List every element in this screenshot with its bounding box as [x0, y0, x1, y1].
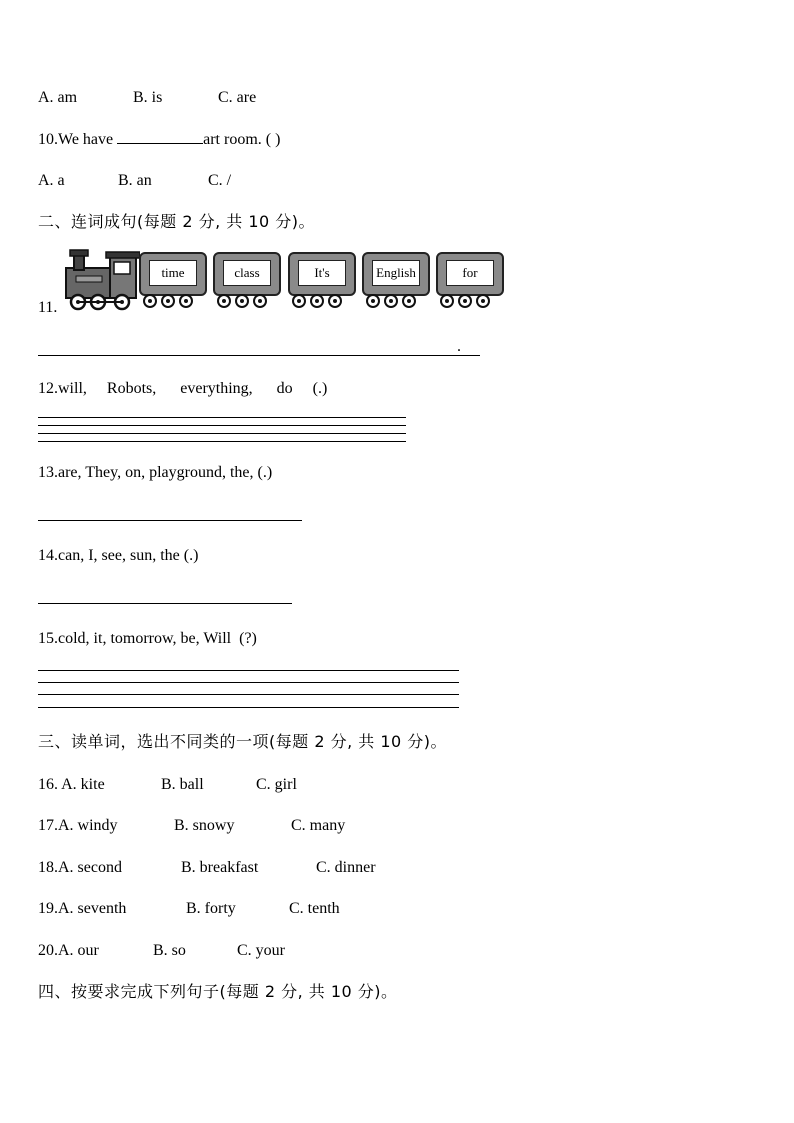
q16-row: [38, 775, 297, 795]
q18-option-c: C. dinner: [316, 859, 376, 876]
train-car-4: [362, 252, 430, 296]
train-word-5: for: [446, 260, 494, 286]
q15-answer-line-2[interactable]: [38, 682, 459, 683]
train-car-2: [213, 252, 281, 296]
train-word-2: class: [223, 260, 271, 286]
q11-answer-line[interactable]: [38, 355, 480, 356]
q17-row: [38, 816, 345, 836]
q17-option-a: 17.A. windy: [38, 817, 118, 834]
q11-period: .: [457, 338, 461, 355]
q13-question: 13.are, They, on, playground, the, (.): [38, 464, 273, 481]
q20-option-c: C. your: [237, 942, 285, 959]
q12-answer-line-4[interactable]: [38, 441, 406, 442]
q15-answer-line-3[interactable]: [38, 694, 459, 695]
q16-option-b: B. ball: [161, 776, 204, 793]
q10-suffix: art room. ( ): [203, 131, 281, 148]
q10-question: [38, 129, 280, 150]
train-car-1: [139, 252, 207, 296]
q19-option-b: B. forty: [186, 900, 236, 917]
q12-answer-line-1[interactable]: [38, 417, 406, 418]
q10-option-a: A. a: [38, 172, 65, 189]
q14-answer-line[interactable]: [38, 603, 292, 604]
q14-question: 14.can, I, see, sun, the (.): [38, 547, 199, 564]
q16-option-c: C. girl: [256, 776, 297, 793]
train-car-3: [288, 252, 356, 296]
q18-option-a: 18.A. second: [38, 859, 122, 876]
q9-option-a: A. am: [38, 89, 78, 106]
train-word-3: It's: [298, 260, 346, 286]
q9-option-c: C. are: [218, 89, 257, 106]
q18-option-b: B. breakfast: [181, 859, 259, 876]
section4-title: 四、按要求完成下列句子(每题 2 分, 共 10 分)。: [38, 982, 398, 1001]
q20-row: [38, 941, 285, 961]
q9-option-b: B. is: [133, 89, 163, 106]
q9-options: [38, 88, 256, 108]
train-word-4: English: [372, 260, 420, 286]
train-car-5: [436, 252, 504, 296]
q13-answer-line[interactable]: [38, 520, 302, 521]
q10-prefix: 10.We have: [38, 131, 118, 148]
locomotive-icon: [62, 248, 140, 312]
q17-option-b: B. snowy: [174, 817, 235, 834]
q12-question: 12.will, Robots, everything, do (.): [38, 380, 328, 397]
q15-question: 15.cold, it, tomorrow, be, Will (?): [38, 630, 257, 647]
train-word-1: time: [149, 260, 197, 286]
q19-row: [38, 899, 340, 919]
q18-row: [38, 858, 376, 878]
section2-title: 二、连词成句(每题 2 分, 共 10 分)。: [38, 212, 316, 231]
q12-answer-line-3[interactable]: [38, 433, 406, 434]
q12-answer-line-2[interactable]: [38, 425, 406, 426]
q17-option-c: C. many: [291, 817, 346, 834]
q15-answer-line-4[interactable]: [38, 707, 459, 708]
q20-option-a: 20.A. our: [38, 942, 99, 959]
q15-answer-line-1[interactable]: [38, 670, 459, 671]
q10-blank: [117, 129, 203, 144]
train-illustration: [62, 248, 512, 314]
q10-option-c: C. /: [208, 172, 232, 189]
q10-options: [38, 171, 231, 191]
q20-option-b: B. so: [153, 942, 186, 959]
q10-option-b: B. an: [118, 172, 152, 189]
section3-title: 三、读单词，选出不同类的一项(每题 2 分, 共 10 分)。: [38, 732, 448, 751]
q16-option-a: 16. A. kite: [38, 776, 105, 793]
q19-option-a: 19.A. seventh: [38, 900, 127, 917]
q11-number: 11.: [38, 299, 58, 316]
q19-option-c: C. tenth: [289, 900, 340, 917]
